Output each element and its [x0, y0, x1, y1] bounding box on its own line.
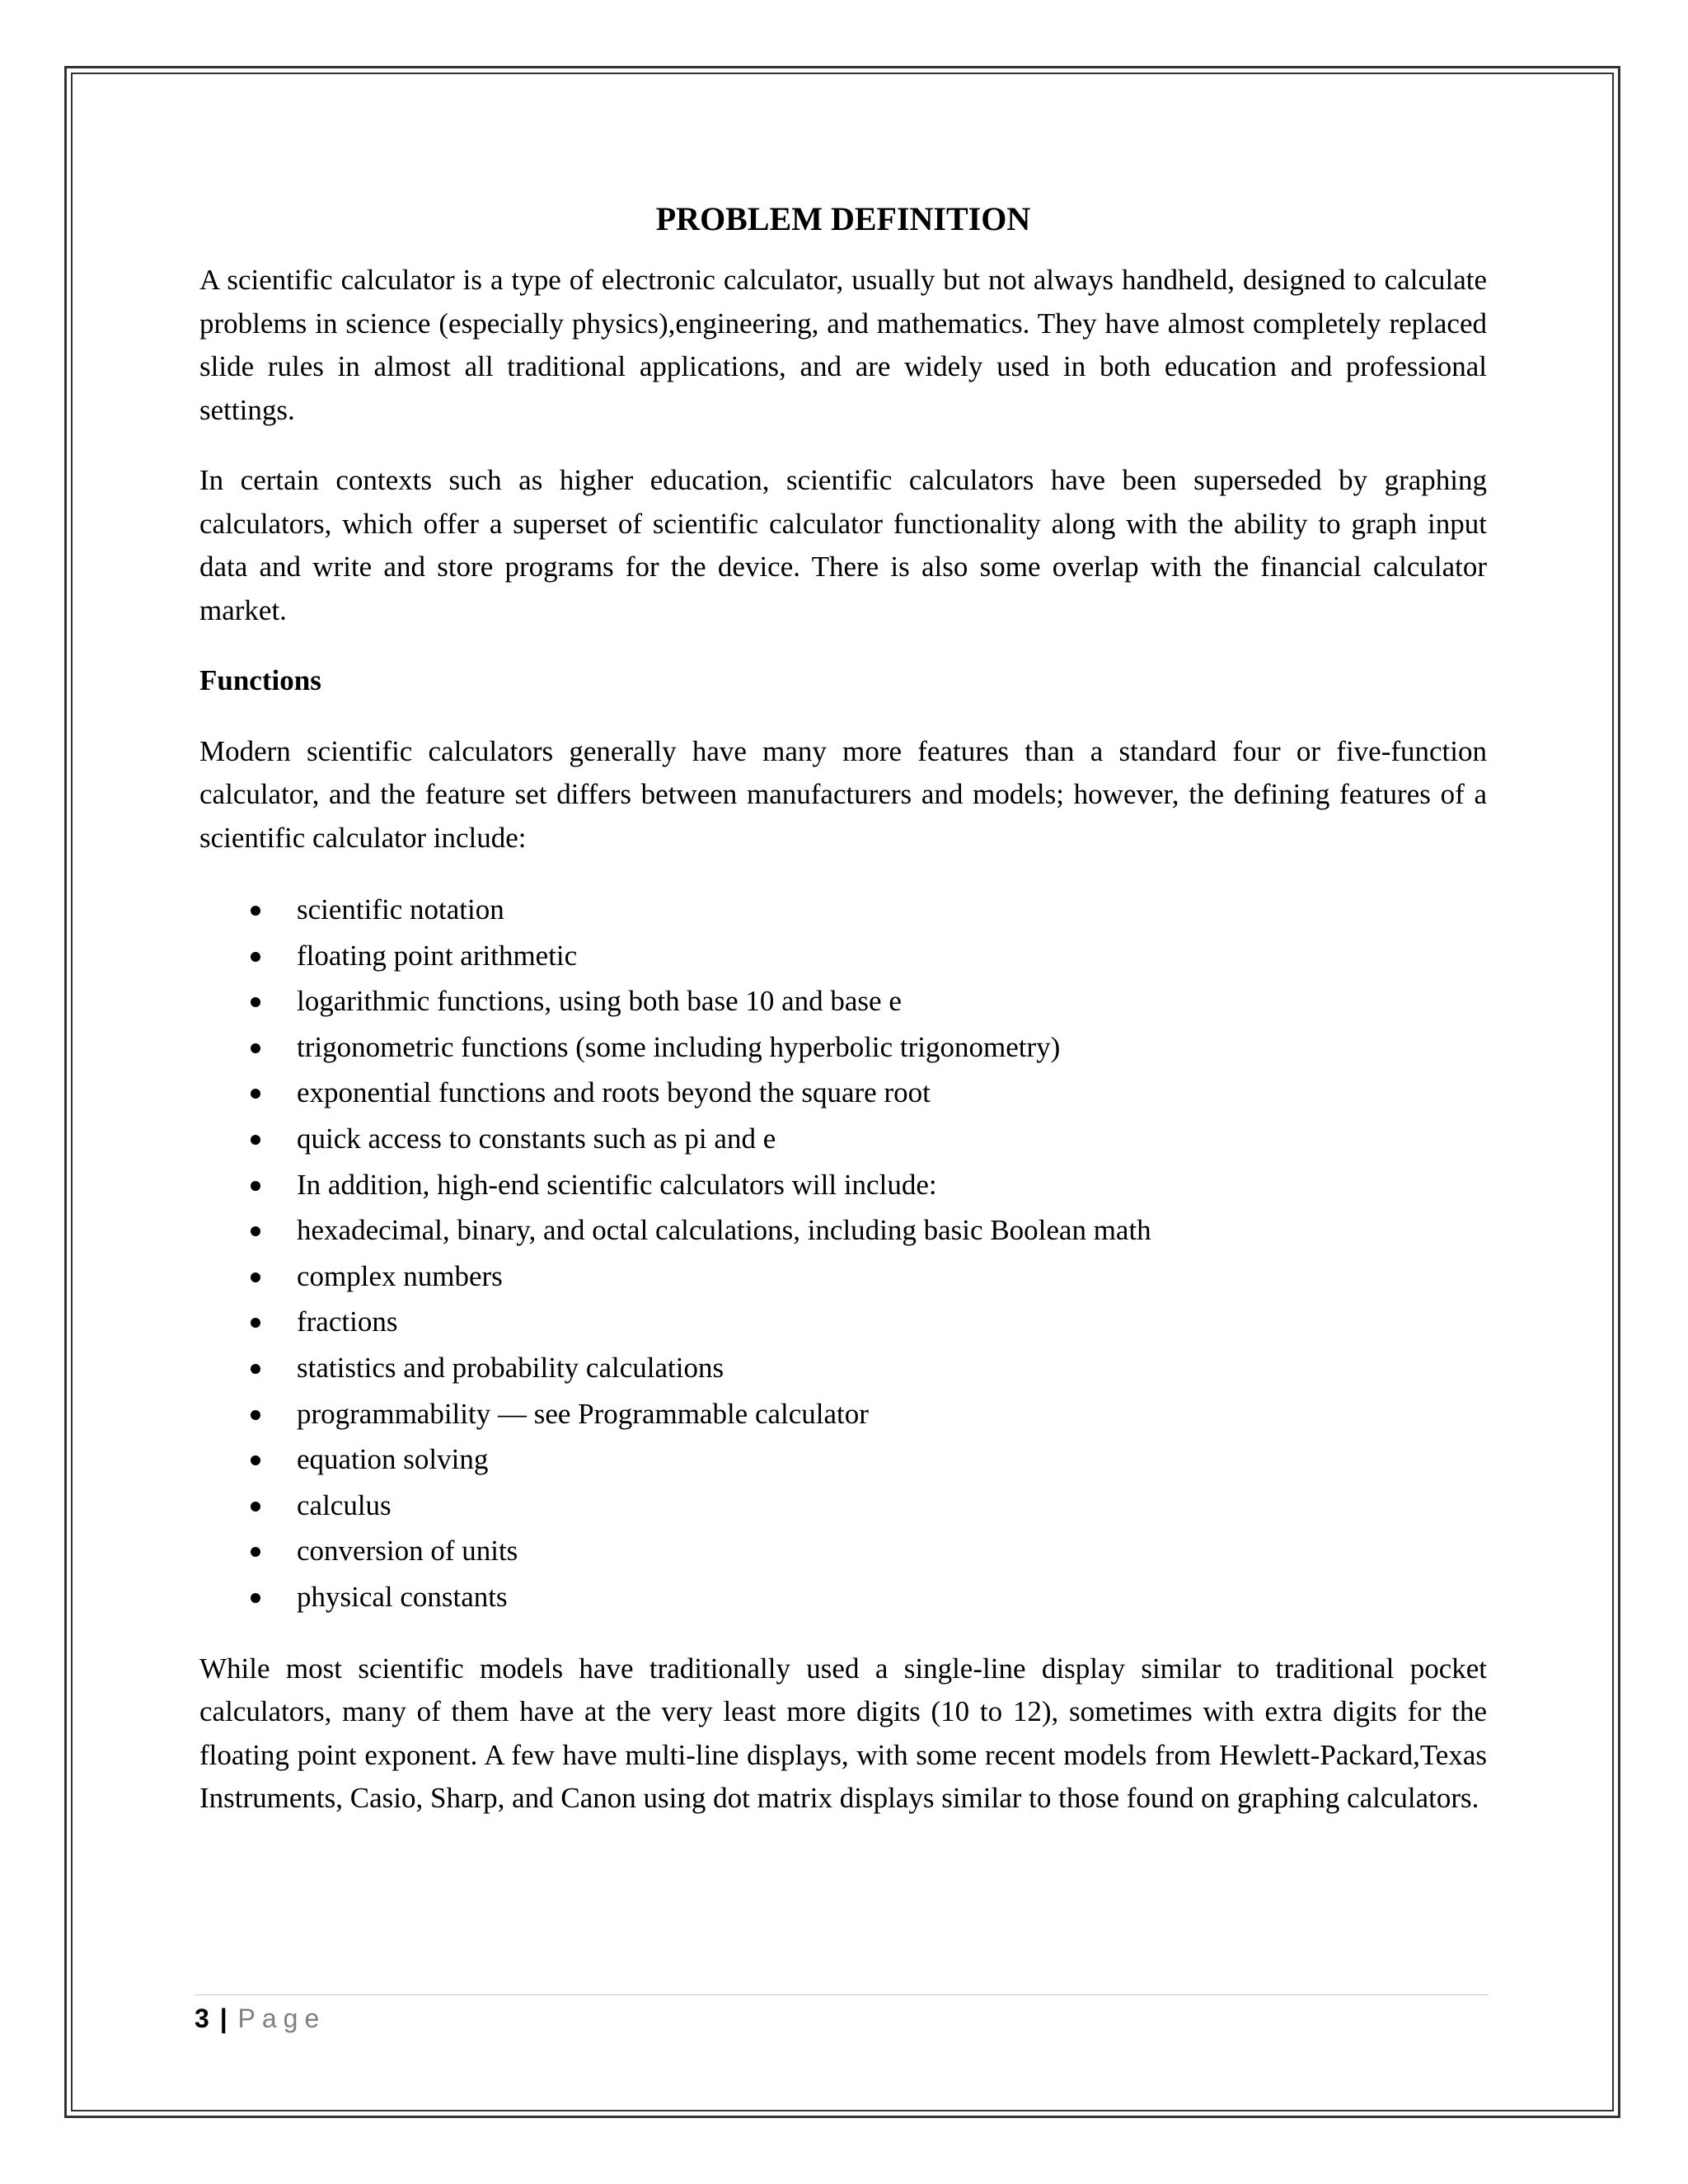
bullet-icon [251, 1181, 260, 1191]
bullet-icon [251, 1272, 260, 1282]
bullet-icon [251, 997, 260, 1007]
intro-paragraph-1: A scientific calculator is a type of electronic calculator, usually but not always handheld, designed to calculate problems in science (especially physics),engineering, and mathematics. They have almost completely replaced slide rules in almost all traditional applications, and are widely used in both education and professional settings. [199, 264, 1487, 426]
bullet-icon [251, 1135, 260, 1145]
bullet-icon [251, 1547, 260, 1557]
list-item [199, 978, 1487, 1024]
functions-paragraph: Modern scientific calculators generally have many more features than a standard four or five-function calculator, and the feature set differs between manufacturers and models; however, the defining features of a scientific calculator include: [199, 734, 1487, 854]
list-item-text: statistics and probability calculations [297, 1351, 724, 1384]
list-item-text: In addition, high-end scientific calculators will include: [297, 1168, 937, 1201]
bullet-icon [251, 1043, 260, 1053]
list-item [199, 1391, 1487, 1437]
list-item [199, 1345, 1487, 1391]
list-item [199, 1116, 1487, 1162]
list-item-text: quick access to constants such as pi and e [297, 1122, 776, 1155]
list-item-text: complex numbers [297, 1259, 503, 1292]
bullet-icon [251, 1089, 260, 1099]
page-label: Page [237, 2004, 326, 2033]
list-item [199, 1574, 1487, 1620]
page-title: PROBLEM DEFINITION [655, 200, 1031, 237]
page-number: 3 [195, 2004, 209, 2033]
list-item [199, 1254, 1487, 1300]
list-item [199, 1207, 1487, 1254]
list-item [199, 1162, 1487, 1208]
list-item-text: logarithmic functions, using both base 10 and base e [297, 985, 902, 1018]
list-item [199, 1436, 1487, 1483]
list-item [199, 1070, 1487, 1116]
list-item [199, 1528, 1487, 1574]
bullet-icon [251, 1410, 260, 1420]
list-item-text: equation solving [297, 1443, 489, 1476]
page-footer [195, 1994, 1489, 2038]
list-item-text: exponential functions and roots beyond the square root [297, 1076, 931, 1109]
list-item [199, 1299, 1487, 1345]
bullet-icon [251, 1318, 260, 1328]
bullet-icon [251, 1364, 260, 1374]
bullet-icon [251, 1502, 260, 1511]
intro-paragraph-2: In certain contexts such as higher education, scientific calculators have been superseded by graphing calculators, which offer a superset of scientific calculator functionality along with the ability to graph input data and write and store programs for the device. There is also some overlap with the financial calculator market. [199, 464, 1487, 626]
list-item-text: fractions [297, 1305, 398, 1338]
bullet-icon [251, 906, 260, 916]
page-content [199, 194, 1487, 1848]
list-item-text: calculus [297, 1488, 392, 1521]
list-item [199, 933, 1487, 979]
closing-paragraph: While most scientific models have traditionally used a single-line display similar to traditional pocket calculators, many of them have at the very least more digits (10 to 12), sometimes with extra digits for the floating point exponent. A few have multi-line displays, with some recent models from Hewlett-Packard,Texas Instruments, Casio, Sharp, and Canon using dot matrix displays similar to those found on graphing calculators. [199, 1652, 1487, 1814]
bullet-icon [251, 1226, 260, 1236]
footer-separator: | [219, 2004, 227, 2033]
list-item-text: hexadecimal, binary, and octal calculations, including basic Boolean math [297, 1214, 1151, 1247]
list-item-text: physical constants [297, 1580, 508, 1613]
bullet-icon [251, 952, 260, 962]
list-item-text: programmability — see Programmable calculator [297, 1397, 869, 1430]
bullet-icon [251, 1455, 260, 1465]
list-item-text: scientific notation [297, 893, 504, 926]
list-item [199, 887, 1487, 933]
features-list [199, 887, 1487, 1620]
list-item-text: floating point arithmetic [297, 939, 578, 972]
list-item [199, 1024, 1487, 1071]
list-item-text: conversion of units [297, 1535, 518, 1568]
bullet-icon [251, 1593, 260, 1603]
section-heading-functions: Functions [199, 664, 321, 696]
list-item [199, 1483, 1487, 1529]
list-item-text: trigonometric functions (some including hyperbolic trigonometry) [297, 1030, 1061, 1063]
